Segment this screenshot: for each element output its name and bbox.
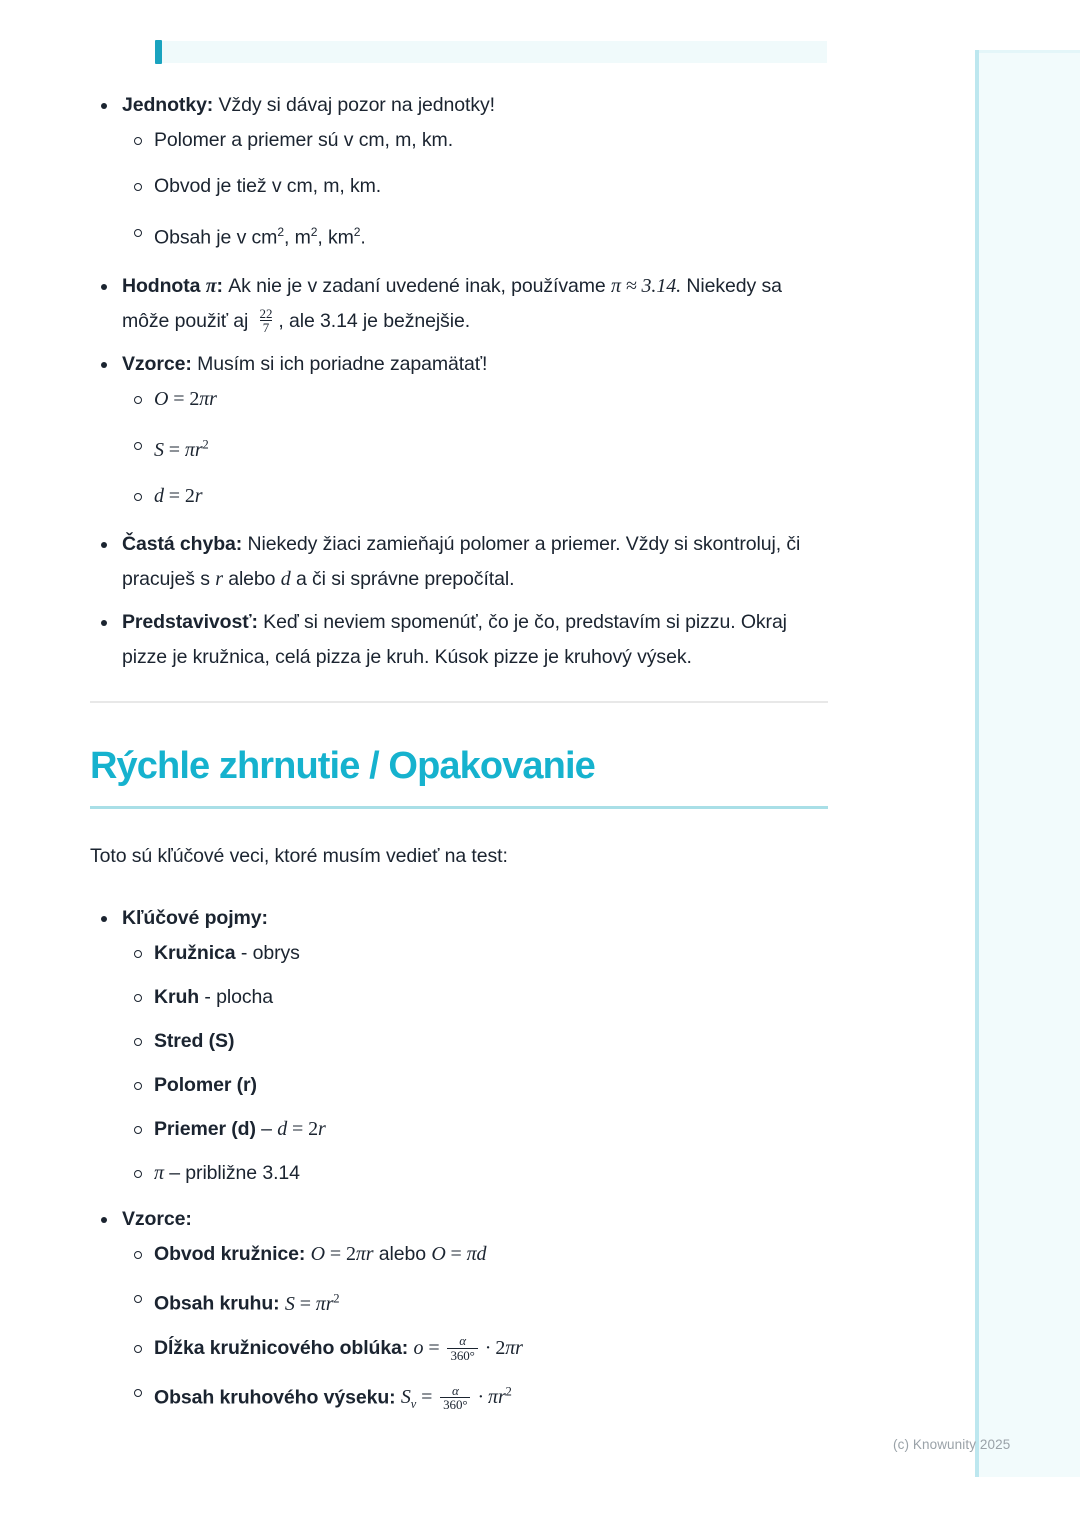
multiplication-dot: ·	[484, 1336, 492, 1359]
pi-symbol: π	[199, 387, 210, 410]
callout-box-cutoff	[155, 41, 827, 63]
units-sub-area-suffix: .	[360, 226, 366, 249]
units-sub-radius: Polomer a priemer sú v cm, m, km.	[154, 129, 454, 151]
list-item-imagination	[90, 605, 830, 675]
formula-equals: =	[163, 485, 185, 508]
list-item-units	[90, 88, 830, 253]
units-sub-area-mid: , m	[283, 226, 311, 249]
exponent: 2	[353, 225, 361, 239]
exponent: 2	[277, 225, 284, 239]
list-item-key-terms	[90, 901, 830, 1188]
fraction-numerator: α	[459, 1333, 466, 1349]
units-label: Jednotky:	[122, 94, 214, 116]
pi-text-1: Ak nie je v zadaní uvedené inak, používame	[222, 274, 611, 297]
pi-symbol: π	[205, 274, 217, 297]
units-sublist	[122, 125, 830, 253]
multiplication-dot: ·	[477, 1386, 485, 1409]
key-term-desc: – približne 3.14	[163, 1161, 300, 1184]
list-item	[122, 1377, 830, 1420]
key-term-kruh: Kruh	[154, 985, 200, 1008]
common-mistake-text-2: alebo	[222, 568, 281, 591]
list-item	[122, 982, 830, 1012]
fraction-numerator: 22	[259, 305, 273, 321]
summary-formulas-label: Vzorce:	[122, 1207, 192, 1230]
fraction-alpha-360	[440, 1384, 470, 1412]
exponent: 2	[202, 437, 209, 452]
fraction-numerator: α	[451, 1383, 459, 1399]
pi-label-a: Hodnota	[122, 274, 206, 297]
fraction-denominator: 7	[260, 320, 272, 334]
spacer	[90, 871, 830, 901]
common-mistake-text-1: Niekedy žiaci zamieňajú polomer a priemer. Vždy si skontroluj, či pracuješ s	[122, 533, 801, 591]
list-item	[122, 1239, 830, 1269]
formula-coefficient: 2	[189, 387, 200, 410]
title-underline	[90, 806, 828, 809]
summary-bullet-list	[90, 901, 830, 1419]
units-sub-area-prefix: Obsah je v cm	[154, 226, 278, 249]
units-text: Vždy si dávaj pozor na jednotky!	[213, 94, 495, 116]
fraction-denominator: 360°	[447, 1348, 477, 1362]
formula-circumference	[154, 388, 217, 410]
formula-label-circumference: Obvod kružnice:	[154, 1242, 306, 1265]
pi-text-2: Niekedy sa môže použiť aj	[122, 274, 782, 332]
list-item	[122, 384, 830, 414]
formula-diameter	[154, 485, 202, 507]
list-item	[122, 125, 830, 155]
variable-d: d	[280, 568, 291, 591]
key-terms-label: Kľúčové pojmy:	[122, 906, 268, 929]
summary-lead-text: Toto sú kľúčové veci, ktoré musím vedieť na test:	[90, 844, 508, 867]
callout-accent-bar	[155, 40, 162, 64]
formula-lhs: d	[154, 485, 164, 508]
list-item-pi-value	[90, 269, 830, 339]
page-title: Rýchle zhrnutie / Opakovanie	[90, 745, 595, 788]
formula-arc-length: o = $\frac{\alpha}{360^\circ}$ · 2πr	[413, 1333, 523, 1363]
page-edge-decoration	[975, 50, 1080, 1477]
pi-label-b: :	[216, 274, 223, 297]
notes-bullet-list	[90, 88, 830, 675]
list-item-summary-formulas	[90, 1202, 830, 1419]
formulas-sublist	[122, 384, 830, 512]
formula-label-sector-area: Obsah kruhového výseku:	[154, 1386, 396, 1409]
key-term-kruznica: Kružnica	[154, 941, 236, 964]
list-item	[122, 1070, 830, 1100]
formula-lhs: S	[154, 439, 164, 462]
key-term-desc: - plocha	[199, 985, 273, 1008]
units-sub-circumference: Obvod je tiež v cm, m, km.	[154, 175, 382, 197]
exponent: 2	[310, 225, 318, 239]
page-content	[90, 88, 830, 1433]
formula-label-area: Obsah kruhu:	[154, 1292, 280, 1315]
page-edge-decoration-top	[979, 50, 1080, 53]
variable-r: r	[215, 568, 223, 591]
list-item	[122, 1158, 830, 1188]
list-item	[122, 1333, 830, 1363]
list-item	[122, 171, 830, 201]
formula-variable: r	[209, 387, 217, 410]
pi-symbol: π	[154, 1161, 164, 1184]
fraction-alpha-360	[447, 1334, 477, 1362]
key-term-polomer: Polomer (r)	[154, 1073, 257, 1096]
formula-diameter: d = 2r	[277, 1117, 326, 1140]
list-item	[122, 1114, 830, 1144]
formula-label-arc-length: Dĺžka kružnicového oblúka:	[154, 1336, 409, 1359]
units-sub-area-mid2: , km	[317, 226, 354, 249]
common-mistake-label: Častá chyba:	[122, 533, 243, 556]
imagination-text: Keď si neviem spomenúť, čo je čo, predstavím si pizzu. Okraj pizze je kružnica, celá pizza je kruh. Kúsok pizze je kruhový výsek.	[122, 611, 787, 669]
key-term-desc: - obrys	[235, 941, 300, 964]
pi-text-3: , ale 3.14 je bežnejšie.	[278, 309, 471, 332]
formula-lhs: O	[154, 387, 169, 410]
pi-approx-value: ≈ 3.14.	[620, 274, 682, 297]
common-mistake-text-3: a či si správne prepočítal.	[290, 568, 515, 591]
formula-equals: =	[163, 439, 185, 462]
list-item	[122, 938, 830, 968]
formula-sector-area: $S_v$ = $\frac{\alpha}{360^\circ}$ · $\pi r^2$	[400, 1383, 512, 1413]
formula-variable: r	[194, 485, 203, 508]
imagination-label: Predstavivosť:	[122, 611, 258, 634]
formula-variable: r	[194, 439, 203, 462]
key-term-stred: Stred (S)	[154, 1029, 235, 1052]
formula-area	[154, 439, 209, 461]
formula-equals: =	[168, 387, 190, 410]
list-item	[122, 1026, 830, 1056]
formula-coefficient: 2	[184, 485, 195, 508]
pi-symbol: π	[184, 439, 195, 462]
list-item	[122, 217, 830, 253]
section-divider	[90, 701, 828, 703]
fraction-22-7	[257, 307, 276, 335]
list-item	[122, 481, 830, 511]
formulas-text: Musím si ich poriadne zapamätať!	[191, 352, 488, 375]
summary-formulas-sublist	[122, 1239, 830, 1419]
formula-circumference: O = 2πr alebo O = πd	[310, 1242, 487, 1265]
key-terms-sublist	[122, 938, 830, 1188]
key-term-desc: –	[255, 1117, 278, 1140]
pi-symbol: π	[610, 274, 621, 297]
list-item-formulas	[90, 347, 830, 512]
formulas-label: Vzorce:	[122, 352, 192, 375]
fraction-denominator: 360°	[440, 1397, 470, 1411]
formula-area: $S = \pi r^2$	[284, 1290, 340, 1315]
list-item	[122, 1283, 830, 1319]
pi-value-label	[122, 275, 223, 297]
key-term-priemer: Priemer (d)	[154, 1117, 256, 1140]
copyright-watermark: (c) Knowunity 2025	[893, 1437, 1011, 1452]
list-item-common-mistake	[90, 527, 830, 597]
list-item	[122, 430, 830, 466]
